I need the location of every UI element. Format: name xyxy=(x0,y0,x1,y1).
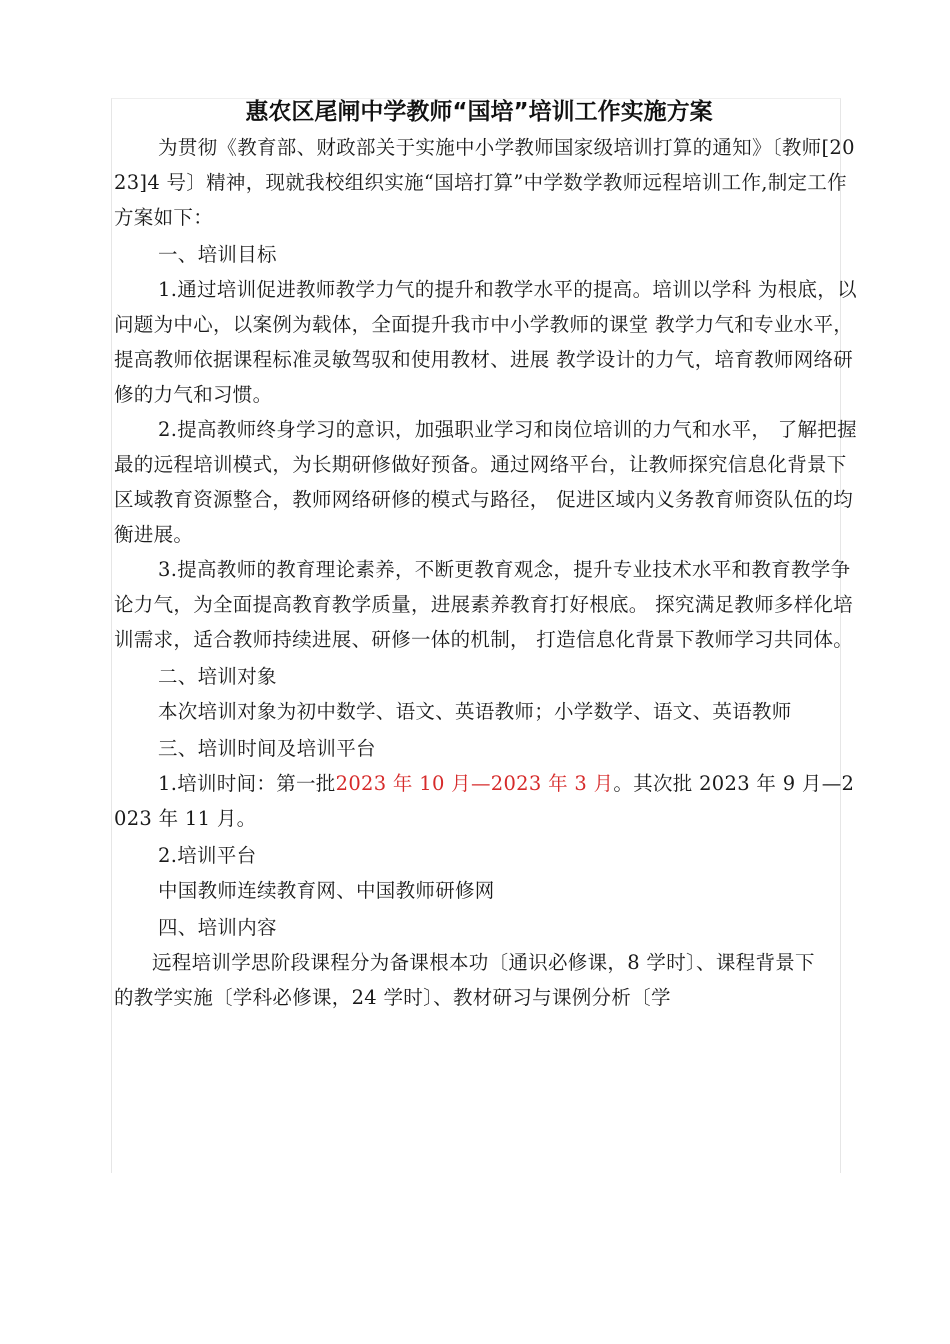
platform-heading: 2.培训平台 xyxy=(158,844,257,867)
time-highlight: 2023 年 10 月—2023 年 3 月 xyxy=(335,772,614,795)
goal-paragraph-1: 1.通过培训促进教师教学力气的提升和教学水平的提高。培训以学科 为根底，以问题为中心，以案例为载体，全面提升我市中小学教师的课堂 教学力气和专业水平，提高教师依据课程标准灵敏驾驭和使用教材、进展 教学设计的力气，培育教师网络研修的力气和习惯。 xyxy=(114,278,857,406)
target-paragraph: 本次培训对象为初中数学、语文、英语教师；小学数学、语文、英语教师 xyxy=(158,700,792,723)
section-heading-goals: 一、培训目标 xyxy=(158,243,277,266)
time-paragraph xyxy=(114,766,866,836)
time-prefix: 1.培训时间：第一批 xyxy=(158,772,336,795)
document-title: 惠农区尾闸中学教师“国培”培训工作实施方案 xyxy=(245,99,713,125)
section-heading-content: 四、培训内容 xyxy=(158,916,277,939)
intro-paragraph: 为贯彻《教育部、财政部关于实施中小学教师国家级培训打算的通知》〔教师[2023]4 号〕精神，现就我校组织实施“国培打算”中学数学教师远程培训工作,制定工作方案如下： xyxy=(114,136,855,229)
document-body xyxy=(114,96,866,1015)
section-heading-time: 三、培训时间及培训平台 xyxy=(158,737,376,760)
section-heading-target: 二、培训对象 xyxy=(158,665,277,688)
content-paragraph: 远程培训学思阶段课程分为备课根本功〔通识必修课，8 学时〕、课程背景下的教学实施〔学科必修课，24 学时〕、教材研习与课例分析〔学 xyxy=(114,951,815,1009)
goal-paragraph-2: 2.提高教师终身学习的意识，加强职业学习和岗位培训的力气和水平， 了解把握最的远程培训模式，为长期研修做好预备。通过网络平台，让教师探究信息化背景下区域教育资源整合，教师网络研修的模式与路径， 促进区域内义务教育师资队伍的均衡进展。 xyxy=(114,418,857,546)
platform-paragraph: 中国教师连续教育网、中国教师研修网 xyxy=(158,879,495,902)
time-suffix: 。其次批 2023 年 9 月—2023 年 11 月。 xyxy=(114,772,855,830)
goal-paragraph-3: 3.提高教师的教育理论素养，不断更教育观念，提升专业技术水平和教育教学争论力气，为全面提高教育教学质量，进展素养教育打好根底。 探究满足教师多样化培训需求，适合教师持续进展、研修一体的机制， 打造信息化背景下教师学习共同体。 xyxy=(114,558,854,651)
